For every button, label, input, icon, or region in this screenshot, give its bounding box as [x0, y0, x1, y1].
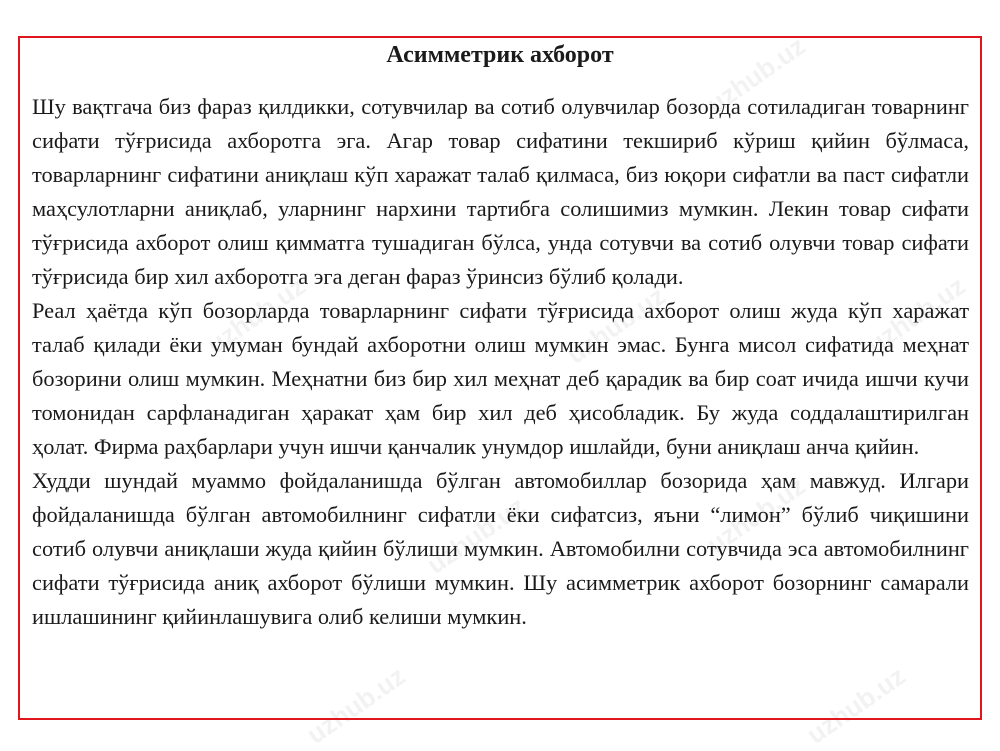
watermark-text: uzhub.uz [861, 270, 971, 360]
paragraph: Шу вақтгача биз фараз қилдикки, сотувчилар ва сотиб олувчилар бозорда сотиладиган товарнинг сифати тўғрисида ахборотга эга. Агар товар сифатини текшириб кўриш қийин бўлмаса, товарларнинг сифатини аниқлаш кўп харажат талаб қилмаса, биз юқори сифатли ва паст сифатли маҳсулотларни аниқлаб, уларнинг нархини тартибга солишимиз мумкин. Лекин товар сифати тўғрисида ахборот олиш қимматга тушадиган бўлса, унда сотувчи ва сотиб олувчи товар сифати тўғрисида бир хил ахборотга эга деган фараз ўринсиз бўлиб қолади. [32, 94, 969, 289]
paragraph: Реал ҳаётда кўп бозорларда товарларнинг сифати тўғрисида ахборот олиш жуда кўп харажат талаб қилади ёки умуман бундай ахборотни олиш мумкин эмас. Бунга мисол сифатида меҳнат бозорини олиш мумкин. Меҳнатни биз бир хил меҳнат деб қарадик ва бир соат ичида ишчи кучи томонидан сарфланадиган ҳаракат ҳам бир хил деб ҳисобладик. Бу жуда соддалаштирилган ҳолат. Фирма раҳбарлари учун ишчи қанчалик унумдор ишлайди, буни аниқлаш анча қийин. [32, 298, 969, 459]
document-body [32, 90, 969, 634]
watermark-text: uzhub.uz [701, 470, 811, 560]
watermark-text: uzhub.uz [301, 660, 411, 750]
watermark-text: uzhub.uz [701, 30, 811, 120]
watermark-text: uzhub.uz [561, 280, 671, 370]
document-title: Асимметрик ахборот [386, 42, 614, 68]
watermark-text: uzhub.uz [801, 660, 911, 750]
paragraph: Худди шундай муаммо фойдаланишда бўлган автомобиллар бозорида ҳам мавжуд. Илгари фойдаланишда бўлган автомобилнинг сифатли ёки сифатсиз, яъни “лимон” бўлиб чиқишини сотиб олувчи аниқлаши жуда қийин бўлиши мумкин. Автомобилни сотувчида эса автомобилнинг сифати тўғрисида аниқ ахборот бўлиши мумкин. Шу асимметрик ахборот бозорнинг самарали ишлашининг қийинлашувига олиб келиши мумкин. [32, 468, 969, 629]
watermark-text: uzhub.uz [421, 490, 531, 580]
watermark-text: uzhub.uz [201, 270, 311, 360]
